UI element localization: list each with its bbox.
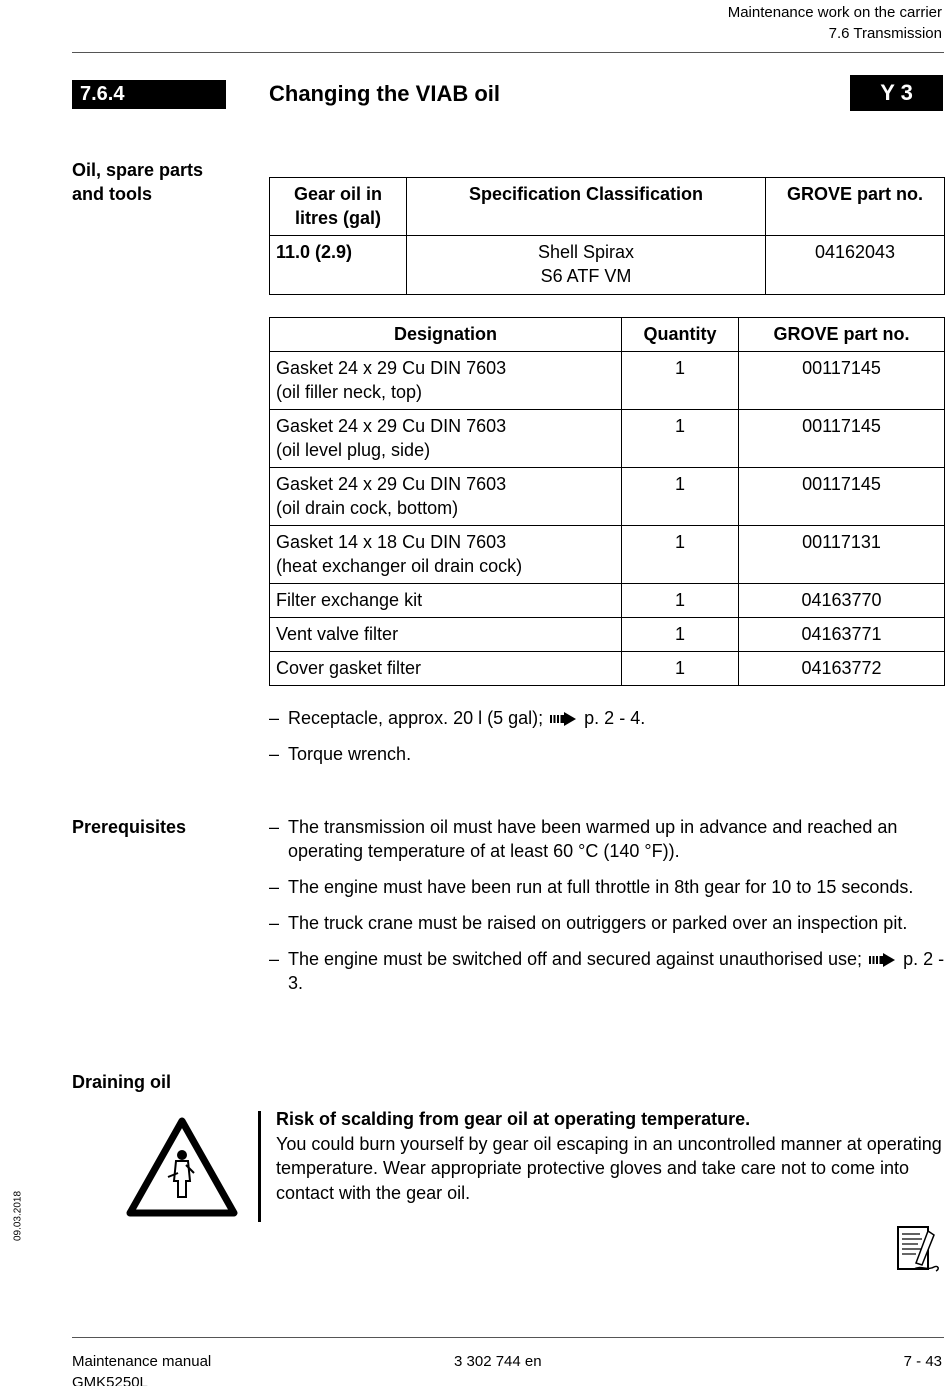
- header-section: 7.6 Transmission: [828, 25, 942, 42]
- oil-table-row: [270, 236, 945, 295]
- oil-part-no: 04162043: [766, 236, 945, 295]
- dash-marker: –: [269, 877, 280, 897]
- warning-title: Risk of scalding from gear oil at operating temperature.: [276, 1109, 751, 1129]
- footer-manual-title: Maintenance manual: [72, 1353, 212, 1370]
- footer-manual: [72, 1351, 211, 1386]
- parts-table-header: [270, 318, 945, 352]
- section-number: 7.6.4: [72, 80, 226, 109]
- designation-note: (oil filler neck, top): [276, 382, 423, 402]
- oil-table-header: [270, 178, 945, 236]
- prerequisites-label: Prerequisites: [72, 817, 187, 837]
- tool-receptacle: Receptacle, approx. 20 l (5 gal);: [288, 708, 544, 728]
- side-date-text: 09.03.2018: [12, 1190, 24, 1242]
- designation-note: (oil drain cock, bottom): [276, 498, 459, 518]
- designation-cell: Filter exchange kit: [270, 584, 622, 618]
- designation: Gasket 14 x 18 Cu DIN 7603: [276, 532, 507, 552]
- designation: Gasket 24 x 29 Cu DIN 7603: [276, 358, 507, 378]
- oil-spec-line2: S6 ATF VM: [540, 266, 632, 286]
- dash-marker: –: [269, 913, 280, 933]
- quantity-cell: 1: [622, 410, 739, 468]
- oil-col-spec: Specification Classification: [407, 178, 766, 236]
- dash-marker: –: [269, 949, 280, 969]
- table-row: [270, 584, 945, 618]
- footer-rule: [72, 1337, 944, 1338]
- list-item: [269, 911, 945, 935]
- footer-page-number: 7 - 43: [903, 1353, 942, 1370]
- oil-spec-line1: Shell Spirax: [537, 242, 635, 262]
- quantity-cell: 1: [622, 526, 739, 584]
- tool-receptacle-ref[interactable]: p. 2 - 4.: [584, 708, 646, 728]
- table-row: [270, 526, 945, 584]
- tools-list: [269, 706, 945, 778]
- designation: Gasket 24 x 29 Cu DIN 7603: [276, 474, 507, 494]
- prerequisite-text: The engine must have been run at full throttle in 8th gear for 10 to 15 seconds.: [288, 877, 914, 897]
- part-no-cell: 04163770: [739, 584, 945, 618]
- oil-parts-label: Oil, spare parts and tools: [72, 160, 204, 204]
- manual-reference-icon: [894, 1225, 944, 1275]
- list-item: [269, 875, 945, 899]
- part-no-cell: 04163771: [739, 618, 945, 652]
- designation-cell: Vent valve filter: [270, 618, 622, 652]
- warning-body: You could burn yourself by gear oil escaping in an uncontrolled manner at operating temperature. Wear appropriate protective gloves and take care not to come into contact with the gear oil.: [276, 1133, 942, 1203]
- prerequisite-text: The truck crane must be raised on outriggers or parked over an inspection pit.: [288, 913, 908, 933]
- reference-arrow-icon: [869, 953, 896, 967]
- prerequisite-text: The engine must be switched off and secured against unauthorised use;: [288, 949, 863, 969]
- header-chapter: Maintenance work on the carrier: [727, 4, 942, 21]
- header-rule: [72, 52, 944, 53]
- prerequisites-list: [269, 815, 945, 1007]
- table-row: [270, 652, 945, 686]
- part-no-cell: 04163772: [739, 652, 945, 686]
- designation-cell: [270, 526, 622, 584]
- quantity-cell: 1: [622, 468, 739, 526]
- running-header: [728, 2, 942, 44]
- table-row: [270, 618, 945, 652]
- tool-torque-wrench: Torque wrench.: [288, 744, 412, 764]
- reference-arrow-icon: [550, 712, 577, 726]
- designation-note: (heat exchanger oil drain cock): [276, 556, 523, 576]
- oil-spec: [407, 236, 766, 295]
- part-no-cell: 00117145: [739, 352, 945, 410]
- section-tab: Y 3: [850, 75, 943, 111]
- quantity-cell: 1: [622, 652, 739, 686]
- quantity-cell: 1: [622, 618, 739, 652]
- designation: Gasket 24 x 29 Cu DIN 7603: [276, 416, 507, 436]
- designation-note: (oil level plug, side): [276, 440, 431, 460]
- prerequisite-ref[interactable]: p. 2 - 3.: [288, 949, 945, 993]
- dash-marker: –: [269, 817, 280, 837]
- list-item: [269, 947, 945, 995]
- oil-col-part: GROVE part no.: [766, 178, 945, 236]
- draining-label: Draining oil: [72, 1072, 171, 1092]
- list-item: [269, 815, 945, 863]
- quantity-cell: 1: [622, 352, 739, 410]
- part-no-cell: 00117145: [739, 468, 945, 526]
- designation-cell: [270, 352, 622, 410]
- parts-table: [269, 317, 945, 686]
- parts-col-quantity: Quantity: [622, 318, 739, 352]
- table-row: [270, 352, 945, 410]
- designation-cell: Cover gasket filter: [270, 652, 622, 686]
- oil-table: [269, 177, 945, 295]
- side-date: [8, 1186, 28, 1246]
- part-no-cell: 00117145: [739, 410, 945, 468]
- designation-cell: [270, 468, 622, 526]
- warning-bar: [258, 1111, 261, 1222]
- designation-cell: [270, 410, 622, 468]
- parts-col-part: GROVE part no.: [739, 318, 945, 352]
- oil-col-qty: Gear oil in litres (gal): [270, 178, 407, 236]
- table-row: [270, 468, 945, 526]
- section-title: Changing the VIAB oil: [269, 81, 500, 106]
- parts-col-designation: Designation: [270, 318, 622, 352]
- list-item: [269, 706, 945, 730]
- hazard-warning-icon: [124, 1115, 240, 1219]
- footer-model: GMK5250L: [72, 1374, 148, 1386]
- dash-marker: –: [269, 708, 280, 728]
- quantity-cell: 1: [622, 584, 739, 618]
- oil-quantity: 11.0 (2.9): [270, 236, 407, 295]
- table-row: [270, 410, 945, 468]
- part-no-cell: 00117131: [739, 526, 945, 584]
- prerequisite-text: The transmission oil must have been warmed up in advance and reached an operating temperature of at least 60 °C (140 °F)).: [288, 817, 898, 861]
- warning-block: [276, 1107, 946, 1205]
- footer-doc-number: 3 302 744 en: [454, 1353, 542, 1370]
- dash-marker: –: [269, 744, 280, 764]
- list-item: [269, 742, 945, 766]
